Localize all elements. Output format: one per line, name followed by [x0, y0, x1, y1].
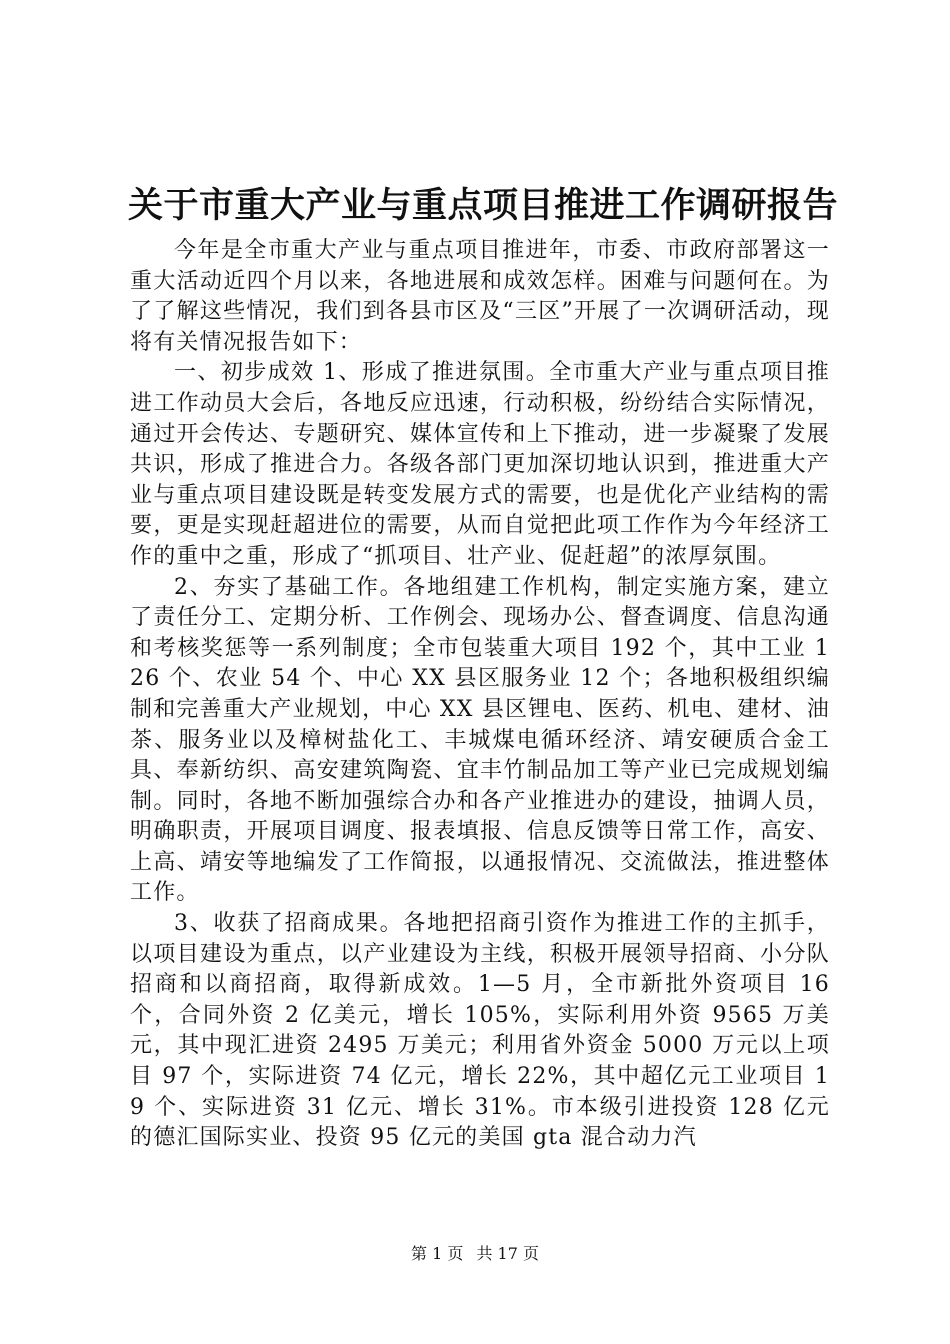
page-total: 共 17 页 [476, 1244, 539, 1263]
paragraph-section-3: 3、收获了招商成果。各地把招商引资作为推进工作的主抓手，以项目建设为重点，以产业建设为主线，积极开展领导招商、小分队招商和以商招商，取得新成效。1—5 月，全市新批外资项目 16 个，合同外资 2 亿美元，增长 105%，实际利用外资 9565 万美元，其中现汇进资 2495 万美元；利用省外资金 5000 万元以上项目 97 个，实际进资 74 亿元，增长 22%，其中超亿元工业项目 19 个、实际进资 31 亿元、增长 31%。市本级引进投资 128 亿元的德汇国际实业、投资 95 亿元的美国 gta 混合动力汽 [130, 911, 830, 1151]
paragraph-section-2: 2、夯实了基础工作。各地组建工作机构，制定实施方案，建立了责任分工、定期分析、工作例会、现场办公、督查调度、信息沟通和考核奖惩等一系列制度；全市包装重大项目 192 个，其中工业 126 个、农业 54 个、中心 XX 县区服务业 12 个；各地积极组织编制和完善重大产业规划，中心 XX 县区锂电、医药、机电、建材、油茶、服务业以及樟树盐化工、丰城煤电循环经济、靖安硬质合金工具、奉新纺织、高安建筑陶瓷、宜丰竹制品加工等产业已完成规划编制。同时，各地不断加强综合办和各产业推进办的建设，抽调人员，明确职责，开展项目调度、报表填报、信息反馈等日常工作，高安、上高、靖安等地编发了工作简报，以通报情况、交流做法，推进整体工作。 [130, 574, 830, 906]
page-footer [0, 1242, 950, 1266]
paragraph-intro: 今年是全市重大产业与重点项目推进年，市委、市政府部署这一重大活动近四个月以来，各地进展和成效怎样。困难与问题何在。为了了解这些情况，我们到各县市区及“三区”开展了一次调研活动，现将有关情况报告如下： [130, 238, 830, 355]
document-body [130, 236, 830, 1154]
document-title: 关于市重大产业与重点项目推进工作调研报告 [128, 185, 839, 226]
paragraph-section-1: 一、初步成效 1、形成了推进氛围。全市重大产业与重点项目推进工作动员大会后，各地反应迅速，行动积极，纷纷结合实际情况，通过开会传达、专题研究、媒体宣传和上下推动，进一步凝聚了发展共识，形成了推进合力。各级各部门更加深切地认识到，推进重大产业与重点项目建设既是转变发展方式的需要，也是优化产业结构的需要，更是实现赶超进位的需要，从而自觉把此项工作作为今年经济工作的重中之重，形成了“抓项目、壮产业、促赶超”的浓厚氛围。 [130, 360, 830, 569]
page-number: 第 1 页 [411, 1244, 464, 1263]
